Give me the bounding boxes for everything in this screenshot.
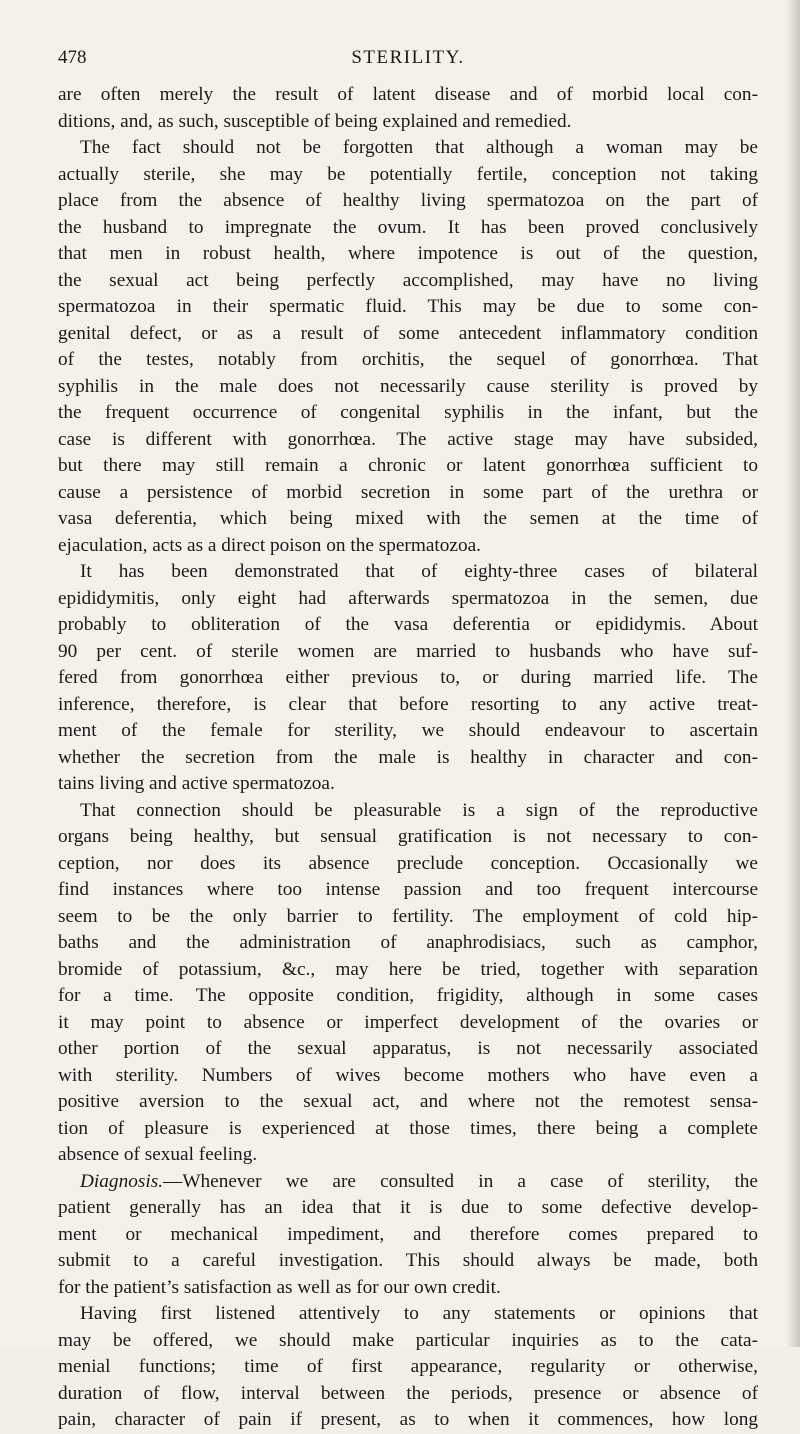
text-line-content: epididymitis, only eight had afterwards spermatozoa in the semen, due bbox=[58, 587, 758, 609]
text-line-content: syphilis in the male does not necessarily cause sterility is proved by bbox=[58, 375, 758, 397]
text-line bbox=[58, 692, 758, 719]
text-line bbox=[58, 347, 758, 374]
text-line bbox=[58, 771, 758, 798]
text-line-content: genital defect, or as a result of some antecedent inflammatory condition bbox=[58, 322, 758, 344]
text-line bbox=[58, 109, 758, 136]
text-line-content: bromide of potassium, &c., may here be tried, together with separation bbox=[58, 958, 758, 980]
text-line-content: ception, nor does its absence preclude conception. Occasionally we bbox=[58, 852, 758, 874]
text-line-content: whether the secretion from the male is healthy in character and con- bbox=[58, 746, 758, 768]
text-line-content: for a time. The opposite condition, frigidity, although in some cases bbox=[58, 985, 758, 1006]
text-line bbox=[58, 1275, 758, 1302]
text-line-content: other portion of the sexual apparatus, is not necessarily associated bbox=[58, 1038, 758, 1059]
text-line bbox=[58, 135, 758, 162]
page-header bbox=[58, 47, 758, 77]
text-line bbox=[58, 506, 758, 533]
text-line bbox=[58, 1142, 758, 1169]
text-line-content: fered from gonorrhœa either previous to, or during married life. The bbox=[58, 667, 758, 688]
page-number: 478 bbox=[58, 47, 87, 68]
text-line bbox=[58, 1036, 758, 1063]
text-line-content: ejaculation, acts as a direct poison on the spermatozoa. bbox=[58, 534, 481, 556]
text-line-content: vasa deferentia, which being mixed with the semen at the time of bbox=[58, 508, 758, 529]
text-line-content: 90 per cent. of sterile women are married to husbands who have suf- bbox=[58, 640, 758, 662]
text-line bbox=[58, 321, 758, 348]
body-text bbox=[58, 82, 758, 1434]
text-line bbox=[58, 374, 758, 401]
text-line-content: for the patient’s satisfaction as well as for our own credit. bbox=[58, 1276, 501, 1298]
text-line-content: submit to a careful investigation. This should always be made, both bbox=[58, 1250, 758, 1271]
text-line-content: actually sterile, she may be potentially fertile, conception not taking bbox=[58, 163, 758, 185]
section-heading: Diagnosis. bbox=[80, 1170, 164, 1192]
text-line bbox=[58, 718, 758, 745]
text-line bbox=[58, 188, 758, 215]
text-line-content: the frequent occurrence of congenital syphilis in the infant, but the bbox=[58, 402, 758, 423]
text-line bbox=[58, 1381, 758, 1408]
text-line-content: ment of the female for sterility, we should endeavour to ascertain bbox=[58, 720, 758, 741]
text-line bbox=[58, 665, 758, 692]
text-line bbox=[58, 1010, 758, 1037]
text-line bbox=[58, 400, 758, 427]
text-line-content: inference, therefore, is clear that before resorting to any active treat- bbox=[58, 693, 758, 715]
text-line-content: with sterility. Numbers of wives become mothers who have even a bbox=[58, 1064, 758, 1086]
text-line-content: the husband to impregnate the ovum. It has been proved conclusively bbox=[58, 216, 758, 238]
text-line bbox=[58, 241, 758, 268]
text-line bbox=[58, 1354, 758, 1381]
text-line bbox=[58, 1301, 758, 1328]
text-line-content: baths and the administration of anaphrodisiacs, such as camphor, bbox=[58, 932, 758, 953]
text-line bbox=[58, 586, 758, 613]
text-line bbox=[58, 1222, 758, 1249]
text-line bbox=[58, 268, 758, 295]
text-line bbox=[58, 798, 758, 825]
text-line-content: ment or mechanical impediment, and therefore comes prepared to bbox=[58, 1223, 758, 1245]
text-line-content: pain, character of pain if present, as to when it commences, how long bbox=[58, 1409, 758, 1430]
text-line-content: menial functions; time of first appearance, regularity or otherwise, bbox=[58, 1356, 758, 1377]
text-line bbox=[58, 559, 758, 586]
text-line-content: ditions, and, as such, susceptible of being explained and remedied. bbox=[58, 110, 572, 132]
text-line-content: duration of flow, interval between the periods, presence or absence of bbox=[58, 1382, 758, 1404]
text-line-content: —Whenever we are consulted in a case of sterility, the bbox=[163, 1170, 758, 1192]
text-line-content: It has been demonstrated that of eighty-three cases of bilateral bbox=[80, 561, 758, 582]
text-line-content: may be offered, we should make particular inquiries as to the cata- bbox=[58, 1329, 758, 1351]
text-line bbox=[58, 957, 758, 984]
text-line-content: tion of pleasure is experienced at those times, there being a complete bbox=[58, 1117, 758, 1139]
text-line-content: but there may still remain a chronic or latent gonorrhœa sufficient to bbox=[58, 455, 758, 476]
text-line bbox=[58, 1169, 758, 1196]
text-line bbox=[58, 983, 758, 1010]
text-line bbox=[58, 851, 758, 878]
text-line-content: organs being healthy, but sensual gratification is not necessary to con- bbox=[58, 826, 758, 847]
text-line-content: probably to obliteration of the vasa deferentia or epididymis. About bbox=[58, 614, 758, 635]
text-line bbox=[58, 453, 758, 480]
text-line bbox=[58, 294, 758, 321]
text-line bbox=[58, 745, 758, 772]
text-line-content: place from the absence of healthy living spermatozoa on the part of bbox=[58, 190, 758, 211]
text-line bbox=[58, 533, 758, 560]
text-line-content: the sexual act being perfectly accomplished, may have no living bbox=[58, 269, 758, 291]
text-line bbox=[58, 215, 758, 242]
text-line-content: case is different with gonorrhœa. The active stage may have subsided, bbox=[58, 428, 758, 450]
text-line bbox=[58, 612, 758, 639]
text-line bbox=[58, 82, 758, 109]
text-line bbox=[58, 162, 758, 189]
text-line bbox=[58, 1063, 758, 1090]
text-line bbox=[58, 930, 758, 957]
text-line-content: of the testes, notably from orchitis, the sequel of gonorrhœa. That bbox=[58, 349, 758, 370]
page-edge-shadow bbox=[786, 0, 800, 1347]
text-line bbox=[58, 1328, 758, 1355]
text-line-content: cause a persistence of morbid secretion in some part of the urethra or bbox=[58, 481, 758, 503]
text-line-content: Having first listened attentively to any statements or opinions that bbox=[80, 1303, 758, 1324]
text-line-content: seem to be the only barrier to fertility. The employment of cold hip- bbox=[58, 905, 758, 927]
text-line bbox=[58, 877, 758, 904]
text-line bbox=[58, 480, 758, 507]
text-line bbox=[58, 427, 758, 454]
text-line-content: that men in robust health, where impotence is out of the question, bbox=[58, 243, 758, 264]
text-line-content: find instances where too intense passion and too frequent intercourse bbox=[58, 879, 758, 900]
text-line-content: it may point to absence or imperfect development of the ovaries or bbox=[58, 1011, 758, 1033]
text-line-content: tains living and active spermatozoa. bbox=[58, 773, 335, 794]
text-line-content: are often merely the result of latent disease and of morbid local con- bbox=[58, 84, 758, 105]
text-line bbox=[58, 904, 758, 931]
text-line bbox=[58, 824, 758, 851]
text-line bbox=[58, 1195, 758, 1222]
text-line bbox=[58, 1116, 758, 1143]
text-line-content: positive aversion to the sexual act, and where not the remotest sensa- bbox=[58, 1091, 758, 1112]
text-line-content: spermatozoa in their spermatic fluid. This may be due to some con- bbox=[58, 296, 758, 317]
text-line-content: That connection should be pleasurable is a sign of the reproductive bbox=[80, 799, 758, 821]
text-line-content: The fact should not be forgotten that although a woman may be bbox=[80, 137, 758, 158]
text-line bbox=[58, 1407, 758, 1434]
text-line bbox=[58, 1089, 758, 1116]
running-title: STERILITY. bbox=[351, 47, 465, 68]
text-line-content: patient generally has an idea that it is due to some defective develop- bbox=[58, 1197, 758, 1218]
text-line-content: absence of sexual feeling. bbox=[58, 1144, 258, 1165]
text-line bbox=[58, 1248, 758, 1275]
text-line bbox=[58, 639, 758, 666]
